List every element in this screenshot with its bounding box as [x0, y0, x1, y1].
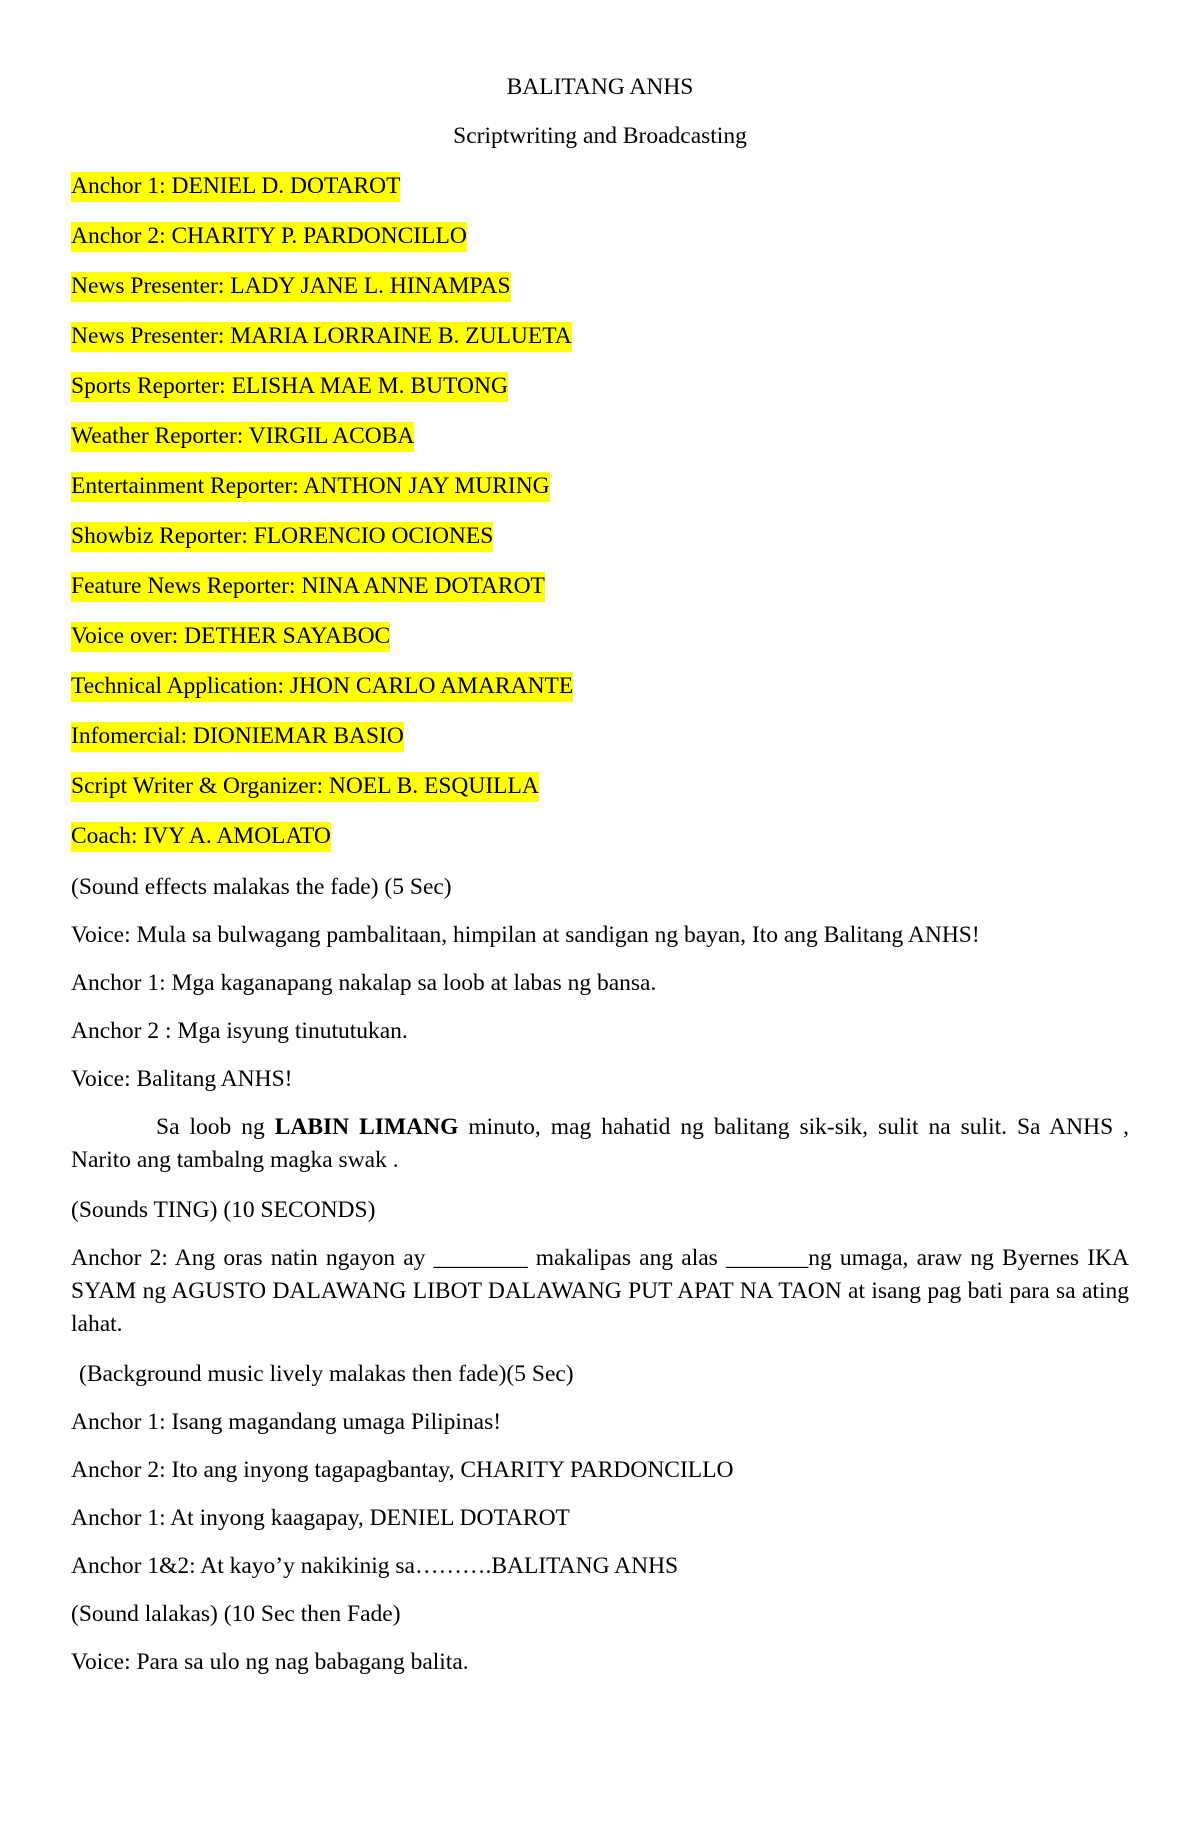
crew-item-text: Showbiz Reporter: FLORENCIO OCIONES	[71, 522, 493, 552]
crew-item	[71, 621, 1129, 671]
voice-line: Voice: Para sa ulo ng nag babagang balita.	[71, 1649, 469, 1675]
crew-item-text: Feature News Reporter: NINA ANNE DOTAROT	[71, 572, 545, 602]
anchor1-line: Anchor 1: Mga kaganapang nakalap sa loob at labas ng bansa.	[71, 970, 657, 996]
sound-cue: (Sounds TING) (10 SECONDS)	[71, 1197, 376, 1223]
crew-item-text: Script Writer & Organizer: NOEL B. ESQUILLA	[71, 772, 539, 802]
intro-text-pre: Sa loob ng	[156, 1114, 275, 1140]
anchor2-line: Anchor 2: Ito ang inyong tagapagbantay, CHARITY PARDONCILLO	[71, 1457, 734, 1483]
crew-item	[71, 821, 1129, 871]
sound-cue: (Sound lalakas) (10 Sec then Fade)	[71, 1601, 401, 1627]
crew-item-text: Anchor 1: DENIEL D. DOTAROT	[71, 172, 400, 202]
voice-line: Voice: Balitang ANHS!	[71, 1066, 293, 1092]
crew-item	[71, 771, 1129, 821]
intro-text-bold: LABIN LIMANG	[274, 1114, 459, 1140]
document-body	[71, 72, 1129, 1694]
crew-item	[71, 171, 1129, 221]
sound-cue: (Background music lively malakas then fade)(5 Sec)	[79, 1361, 574, 1387]
crew-item	[71, 571, 1129, 621]
crew-item-text: Coach: IVY A. AMOLATO	[71, 822, 331, 852]
voice-line: Voice: Mula sa bulwagang pambalitaan, himpilan at sandigan ng bayan, Ito ang Balitang ANHS!	[71, 922, 980, 948]
crew-list	[71, 171, 1129, 871]
crew-item	[71, 321, 1129, 371]
crew-item	[71, 471, 1129, 521]
intro-text-post: minuto, mag hahatid ng balitang sik-sik, sulit na sulit. Sa ANHS , Narito ang tambalng magka swak .	[71, 1114, 1129, 1173]
crew-item	[71, 721, 1129, 771]
crew-item	[71, 421, 1129, 471]
crew-item-text: Voice over: DETHER SAYABOC	[71, 622, 390, 652]
crew-item-text: Anchor 2: CHARITY P. PARDONCILLO	[71, 222, 467, 252]
anchor2-time-line: Anchor 2: Ang oras natin ngayon ay ________ makalipas ang alas _______ng umaga, araw ng Byernes IKA SYAM ng AGUSTO DALAWANG LIBOT DALAWANG PUT APAT NA TAON at isang pag bati para sa ating lahat.	[71, 1245, 1129, 1337]
anchor1-line: Anchor 1: At inyong kaagapay, DENIEL DOTAROT	[71, 1505, 570, 1531]
crew-item-text: Weather Reporter: VIRGIL ACOBA	[71, 422, 414, 452]
anchor2-line: Anchor 2 : Mga isyung tinututukan.	[71, 1018, 408, 1044]
document-subtitle: Scriptwriting and Broadcasting	[453, 123, 747, 149]
crew-item-text: Technical Application: JHON CARLO AMARANTE	[71, 672, 573, 702]
crew-item	[71, 371, 1129, 421]
crew-item-text: News Presenter: LADY JANE L. HINAMPAS	[71, 272, 511, 302]
script-body	[71, 871, 1129, 1679]
crew-item	[71, 671, 1129, 721]
crew-item	[71, 271, 1129, 321]
crew-item	[71, 221, 1129, 271]
intro-paragraph	[71, 1111, 1129, 1177]
anchor12-line: Anchor 1&2: At kayo’y nakikinig sa……….BALITANG ANHS	[71, 1553, 679, 1579]
crew-item	[71, 521, 1129, 571]
sound-cue: (Sound effects malakas the fade) (5 Sec)	[71, 874, 452, 900]
crew-item-text: Infomercial: DIONIEMAR BASIO	[71, 722, 404, 752]
crew-item-text: Entertainment Reporter: ANTHON JAY MURING	[71, 472, 550, 502]
document-title: BALITANG ANHS	[506, 74, 694, 100]
crew-item-text: News Presenter: MARIA LORRAINE B. ZULUETA	[71, 322, 572, 352]
crew-item-text: Sports Reporter: ELISHA MAE M. BUTONG	[71, 372, 508, 402]
anchor1-line: Anchor 1: Isang magandang umaga Pilipinas!	[71, 1409, 502, 1435]
